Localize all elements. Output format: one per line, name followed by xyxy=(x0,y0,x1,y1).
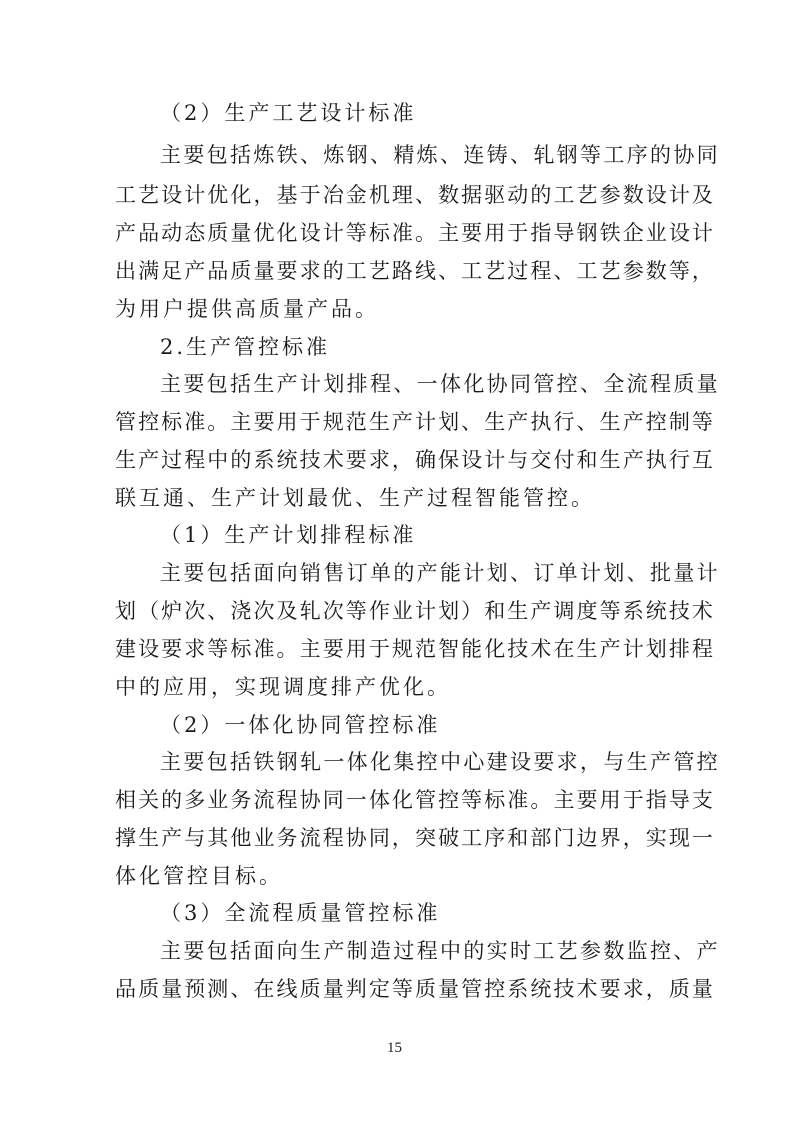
paragraph-line: 出满足产品质量要求的工艺路线、工艺过程、工艺参数等， xyxy=(115,259,715,283)
paragraph-line: 相关的多业务流程协同一体化管控等标准。主要用于指导支 xyxy=(115,788,715,812)
subsection-heading: （3）全流程质量管控标准 xyxy=(160,901,441,925)
paragraph-line: 体化管控目标。 xyxy=(115,864,283,888)
paragraph-line: 中的应用，实现调度排产优化。 xyxy=(115,675,451,699)
paragraph-line: 主要包括炼铁、炼钢、精炼、连铸、轧钢等工序的协同 xyxy=(160,143,720,167)
paragraph-line: 主要包括面向生产制造过程中的实时工艺参数监控、产 xyxy=(160,939,720,963)
paragraph-line: 管控标准。主要用于规范生产计划、生产执行、生产控制等 xyxy=(115,410,715,434)
page-number: 15 xyxy=(387,1040,402,1056)
paragraph-line: 主要包括生产计划排程、一体化协同管控、全流程质量 xyxy=(160,372,720,396)
paragraph-line: 撑生产与其他业务流程协同，突破工序和部门边界，实现一 xyxy=(115,826,715,850)
section-heading: 2.生产管控标准 xyxy=(160,335,331,359)
subsection-heading: （2）生产工艺设计标准 xyxy=(160,101,417,125)
subsection-heading: （1）生产计划排程标准 xyxy=(160,523,417,547)
subsection-heading: （2）一体化协同管控标准 xyxy=(160,713,441,737)
paragraph-line: 主要包括铁钢轧一体化集控中心建设要求，与生产管控 xyxy=(160,750,720,774)
paragraph-line: 工艺设计优化，基于冶金机理、数据驱动的工艺参数设计及 xyxy=(115,183,715,207)
paragraph-line: 产品动态质量优化设计等标准。主要用于指导钢铁企业设计 xyxy=(115,221,715,245)
paragraph-line: 划（炉次、浇次及轧次等作业计划）和生产调度等系统技术 xyxy=(115,599,715,623)
paragraph-line: 主要包括面向销售订单的产能计划、订单计划、批量计 xyxy=(160,561,720,585)
paragraph-line: 生产过程中的系统技术要求，确保设计与交付和生产执行互 xyxy=(115,448,715,472)
paragraph-line: 建设要求等标准。主要用于规范智能化技术在生产计划排程 xyxy=(115,637,715,661)
paragraph-line: 品质量预测、在线质量判定等质量管控系统技术要求，质量 xyxy=(115,977,715,1001)
paragraph-line: 联互通、生产计划最优、生产过程智能管控。 xyxy=(115,486,595,510)
paragraph-line: 为用户提供高质量产品。 xyxy=(115,297,379,321)
